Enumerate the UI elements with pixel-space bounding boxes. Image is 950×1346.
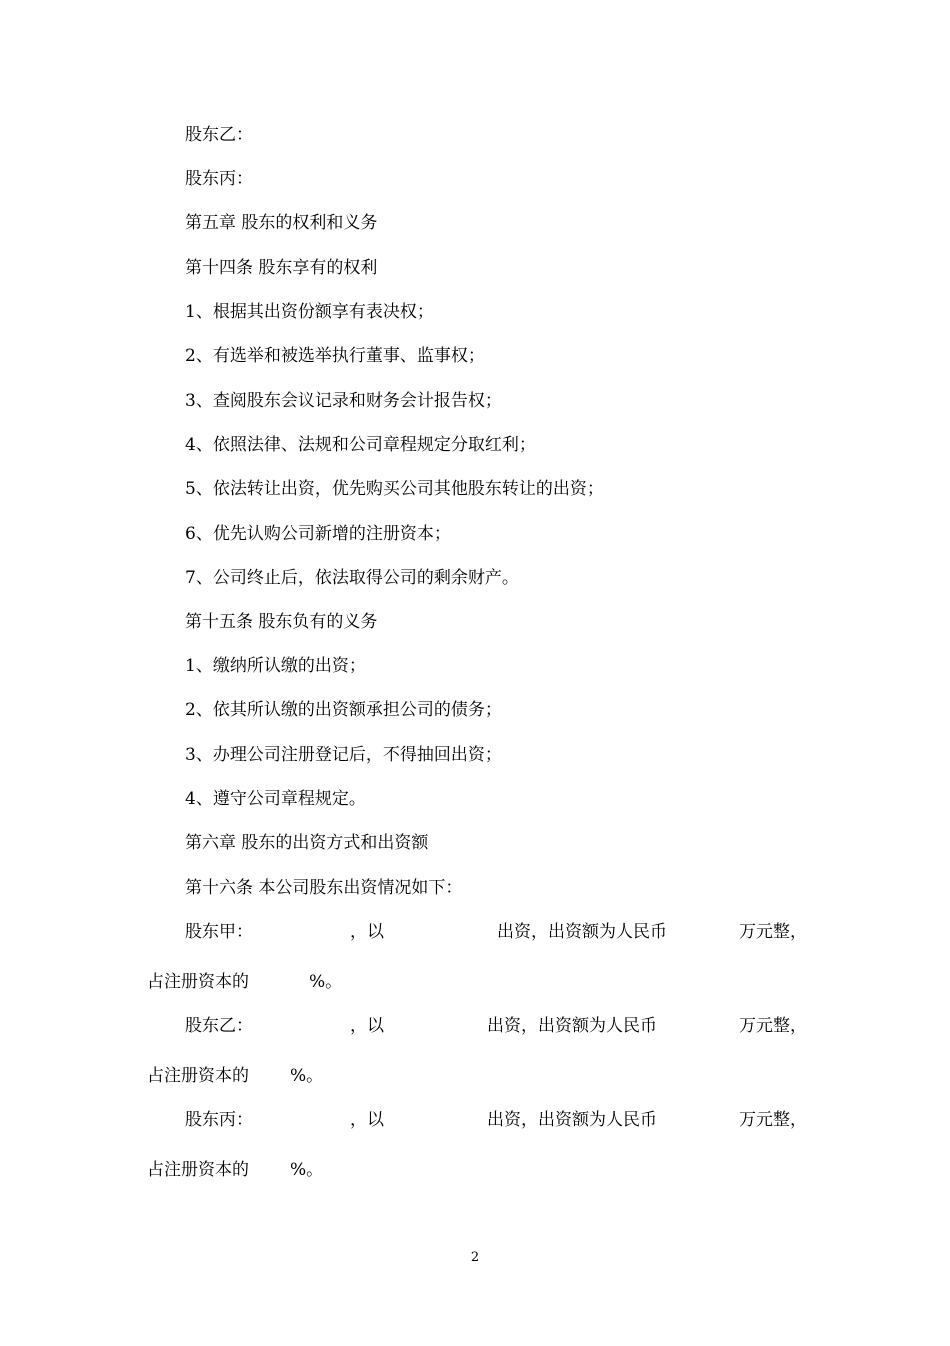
investment-amount-label: 出资，出资额为人民币 — [497, 922, 667, 942]
share-label: 占注册资本的 — [147, 1066, 249, 1086]
list-item: 1、缴纳所认缴的出资； — [185, 656, 366, 676]
amount-unit-label: 万元整， — [739, 1016, 807, 1036]
article-heading: 第十六条 本公司股东出资情况如下： — [185, 878, 463, 898]
page-number: 2 — [470, 1250, 480, 1265]
chapter-heading: 第五章 股东的权利和义务 — [185, 213, 378, 233]
list-item: 3、查阅股东会议记录和财务会计报告权； — [185, 391, 502, 411]
shareholder-b-line: 股东乙： — [185, 125, 253, 145]
list-item: 2、依其所认缴的出资额承担公司的债务； — [185, 700, 502, 720]
share-label: 占注册资本的 — [147, 972, 249, 992]
article-heading: 第十四条 股东享有的权利 — [185, 258, 378, 278]
shareholder-name: 股东甲： — [185, 922, 253, 942]
shareholder-name: 股东乙： — [185, 1016, 253, 1036]
list-item: 4、依照法律、法规和公司章程规定分取红利； — [185, 435, 536, 455]
investment-amount-label: 出资，出资额为人民币 — [487, 1016, 657, 1036]
shareholder-c-line: 股东丙： — [185, 169, 253, 189]
investment-method-label: ，以 — [350, 1110, 384, 1130]
investment-method-label: ，以 — [350, 1016, 384, 1036]
investment-method-label: ，以 — [350, 922, 384, 942]
article-heading: 第十五条 股东负有的义务 — [185, 612, 378, 632]
percent-sign: %。 — [290, 1160, 324, 1180]
list-item: 6、优先认购公司新增的注册资本； — [185, 524, 451, 544]
share-label: 占注册资本的 — [147, 1160, 249, 1180]
percent-sign: %。 — [290, 1066, 324, 1086]
list-item: 2、有选举和被选举执行董事、监事权； — [185, 346, 485, 366]
shareholder-name: 股东丙： — [185, 1110, 253, 1130]
percent-sign: %。 — [309, 972, 343, 992]
list-item: 4、遵守公司章程规定。 — [185, 789, 366, 809]
investment-amount-label: 出资，出资额为人民币 — [487, 1110, 657, 1130]
chapter-heading: 第六章 股东的出资方式和出资额 — [185, 833, 429, 853]
list-item: 3、办理公司注册登记后，不得抽回出资； — [185, 745, 502, 765]
amount-unit-label: 万元整， — [739, 922, 807, 942]
list-item: 1、根据其出资份额享有表决权； — [185, 302, 434, 322]
list-item: 7、公司终止后，依法取得公司的剩余财产。 — [185, 568, 519, 588]
amount-unit-label: 万元整， — [739, 1110, 807, 1130]
list-item: 5、依法转让出资，优先购买公司其他股东转让的出资； — [185, 479, 604, 499]
